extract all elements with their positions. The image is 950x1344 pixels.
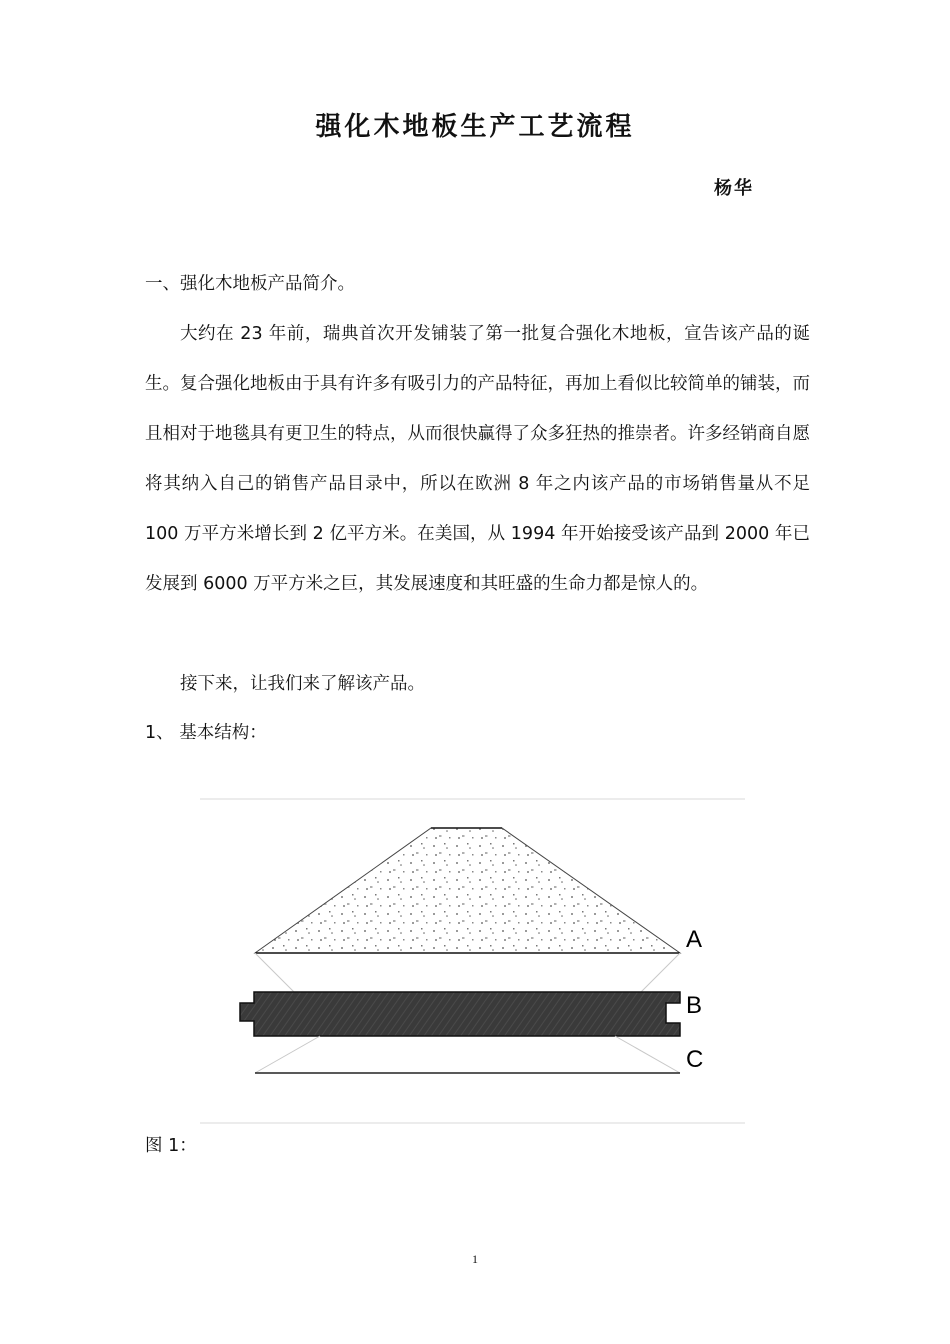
label-c: C [686, 1046, 704, 1073]
structure-diagram [200, 790, 745, 1135]
document-title: 强化木地板生产工艺流程 [315, 112, 635, 142]
label-b: B [686, 992, 703, 1019]
guide-line [615, 1036, 680, 1073]
guide-line [640, 953, 680, 993]
figure-caption: 图 1： [145, 1136, 197, 1156]
structure-figure [200, 790, 745, 1135]
layer-b-core-board [240, 992, 680, 1036]
layer-a-wear-surface [255, 828, 680, 953]
page-number: 1 [472, 1252, 478, 1266]
intro-paragraph: 大约在 23 年前，瑞典首次开发铺装了第一批复合强化木地板，宣告该产品的诞生。复合强化地板由于具有许多有吸引力的产品特征，再加上看似比较简单的铺装，而且相对于地毯具有更卫生的特点，从而很快赢得了众多狂热的推崇者。许多经销商自愿将其纳入自己的销售产品目录中，所以在欧洲 8 年之内该产品的市场销售量从不足 100 万平方米增长到 2 亿平方米。在美国，从 1994 年开始接受该产品到 2000 年已发展到 6000 万平方米之巨，其发展速度和其旺盛的生命力都是惊人的。 [145, 324, 810, 594]
label-a: A [686, 926, 703, 953]
author-name: 杨华 [714, 178, 754, 199]
guide-line [255, 953, 295, 993]
guide-line [255, 1036, 320, 1073]
section-heading: 一、强化木地板产品简介。 [145, 274, 355, 294]
subheading-basic-structure: 1、 基本结构： [145, 723, 267, 743]
next-paragraph: 接下来，让我们来了解该产品。 [180, 674, 425, 694]
